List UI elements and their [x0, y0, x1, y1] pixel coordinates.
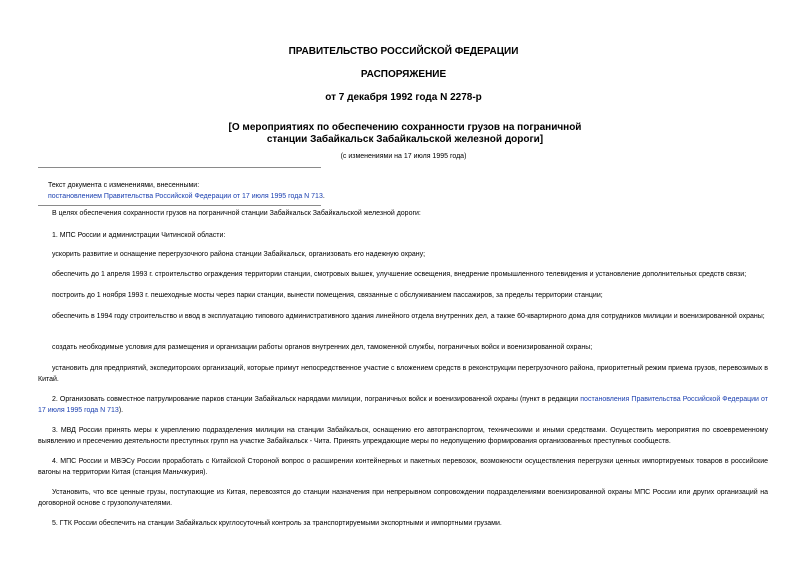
- title-line-2: станции Забайкальск Забайкальской железной дороги]: [266, 134, 544, 145]
- revision-note-text: Текст документа с изменениями, внесенными:: [48, 182, 200, 189]
- document-type: РАСПОРЯЖЕНИЕ: [360, 69, 447, 80]
- paragraph-2-end: ).: [118, 406, 124, 414]
- divider-bottom: [38, 205, 321, 206]
- revision-note-link-line: [48, 191, 325, 202]
- paragraph-intro: В целях обеспечения сохранности грузов на пограничной станции Забайкальск Забайкальской железной дороги:: [52, 210, 421, 217]
- paragraph-4b: Установить, что все ценные грузы, поступающие из Китая, перевозятся до станции назначения при непрерывном сопровождении подразделениями военизированной охраны МПС России или других организаций на договорной основе с грузополучателями.: [38, 489, 768, 507]
- paragraph-1: 1. МПС России и администрации Читинской области:: [52, 232, 226, 239]
- date-number: от 7 декабря 1992 года N 2278-р: [325, 92, 482, 103]
- paragraph-3: 3. МВД России принять меры к укреплению подразделения милиции на станции Забайкальск, оснащению его автотранспортом, техническими и иными средствами. Осуществить мероприятия по своевременному выявлению и пресечению деятельности преступных групп на участке Забайкальск - Чита. Принять упреждающие меры по недопущению формирования организованных преступных сообществ.: [38, 427, 768, 445]
- paragraph-1c: построить до 1 ноября 1993 г. пешеходные мосты через парки станции, вынести помещения, связанные с обслуживанием пассажиров, за пределы территории станции;: [52, 292, 603, 299]
- paragraph-1d: обеспечить в 1994 году строительство и ввод в эксплуатацию типового административного здания линейного отдела внутренних дел, а также 60-квартирного дома для сотрудников милиции и военизированной охраны;: [52, 313, 765, 320]
- paragraph-2-text: 2. Организовать совместное патрулирование парков станции Забайкальск нарядами милиции, пограничных войск и военизированной охраны (пункт в редакции: [52, 396, 581, 403]
- paragraph-4: 4. МПС России и МВЭСу России проработать с Китайской Стороной вопрос о расширении контейнерных и пакетных перевозок, возможности осуществления перегрузки ценных импортируемых товаров в российские вагоны на территории Китая (станция Маньчжурия).: [38, 458, 768, 476]
- changes-note: (с изменениями на 17 июля 1995 года): [340, 153, 467, 160]
- paragraph-5: 5. ГТК России обеспечить на станции Забайкальск круглосуточный контроль за транспортируемыми экспортными и импортными грузами.: [52, 520, 502, 527]
- document-title: [150, 122, 660, 146]
- government-heading: ПРАВИТЕЛЬСТВО РОССИЙСКОЙ ФЕДЕРАЦИИ: [288, 46, 519, 57]
- title-line-1: [О мероприятиях по обеспечению сохранности грузов на пограничной: [228, 122, 582, 133]
- paragraph-2: [38, 395, 768, 416]
- paragraph-1e: создать необходимые условия для размещения и организации работы органов внутренних дел, таможенной службы, пограничных войск и военизированной охраны;: [52, 344, 593, 351]
- paragraph-2-link[interactable]: постановления Правительства Российской Федерации от 17 июля 1995 года N 713: [38, 396, 768, 414]
- revision-link[interactable]: постановлением Правительства Российской Федерации от 17 июля 1995 года N 713: [48, 193, 323, 200]
- paragraph-1f: установить для предприятий, экспедиторских организаций, которые примут непосредственное участие с вложением средств в реконструкции перегрузочного района, приоритетный режим приема грузов, перевозимых в Китай.: [38, 365, 768, 383]
- divider-top: [38, 167, 321, 168]
- paragraph-1b: обеспечить до 1 апреля 1993 г. строительство ограждения территории станции, смотровых вышек, улучшение освещения, внедрение промышленного телевидения и установление дополнительных средств связи;: [52, 271, 747, 278]
- paragraph-1a: ускорить развитие и оснащение перегрузочного района станции Забайкальск, организовать его надежную охрану;: [52, 251, 426, 258]
- revision-note: [48, 180, 325, 202]
- revision-link-end: .: [322, 193, 325, 200]
